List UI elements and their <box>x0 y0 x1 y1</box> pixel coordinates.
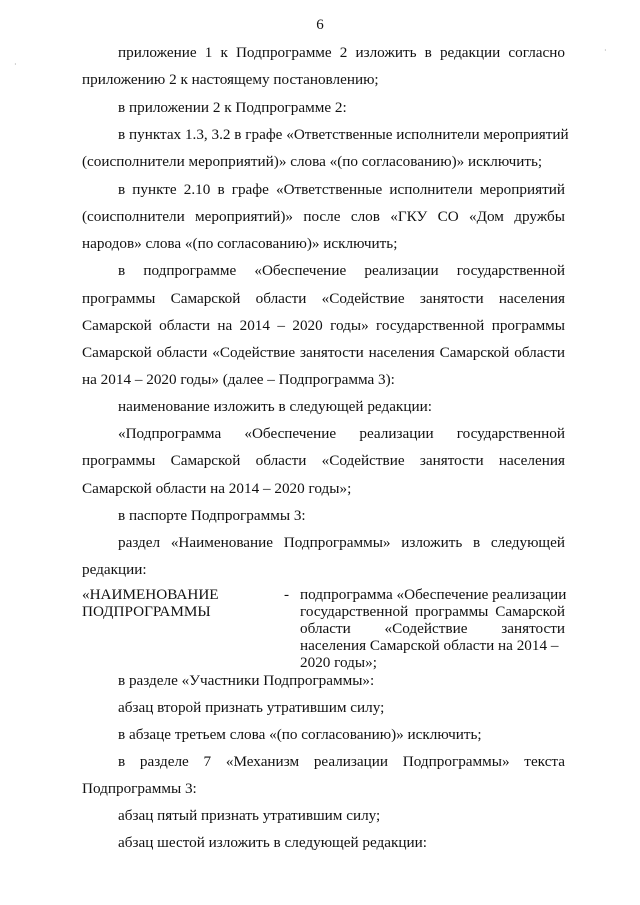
paragraph-3-line-2: (соисполнители мероприятий)» слова «(по согласованию)» исключить; <box>82 153 543 170</box>
table-dash: - <box>284 586 290 603</box>
paragraph-5-line-3: Самарской области на 2014 – 2020 годы» государственной программы <box>82 317 565 334</box>
paragraph-1-line-1: приложение 1 к Подпрограмме 2 изложить в редакции согласно <box>118 44 565 61</box>
scan-speck: · <box>604 46 607 55</box>
table-left-line-1: «НАИМЕНОВАНИЕ <box>82 586 219 603</box>
paragraph-7-line-2: программы Самарской области «Содействие занятости населения <box>82 452 565 469</box>
table-right-line-1: подпрограмма «Обеспечение реализации <box>300 586 567 603</box>
paragraph-7-line-3: Самарской области на 2014 – 2020 годы»; <box>82 480 352 497</box>
paragraph-12-line-1: в абзаце третьем слова «(по согласованию)» исключить; <box>118 726 482 743</box>
paragraph-15-line-1: абзац шестой изложить в следующей редакции: <box>118 834 427 851</box>
page-number: 6 <box>316 17 324 33</box>
table-right-line-3: области «Содействие занятости <box>300 620 565 637</box>
paragraph-9-line-2: редакции: <box>82 561 147 578</box>
scan-speck: · <box>14 60 17 69</box>
paragraph-5-line-2: программы Самарской области «Содействие занятости населения <box>82 290 565 307</box>
paragraph-9-line-1: раздел «Наименование Подпрограммы» изложить в следующей <box>118 534 565 551</box>
paragraph-7-line-1: «Подпрограмма «Обеспечение реализации государственной <box>118 425 565 442</box>
paragraph-13-line-2: Подпрограммы 3: <box>82 780 197 797</box>
paragraph-4-line-1: в пункте 2.10 в графе «Ответственные исполнители мероприятий <box>118 181 565 198</box>
paragraph-5-line-1: в подпрограмме «Обеспечение реализации государственной <box>118 262 565 279</box>
table-left-line-2: ПОДПРОГРАММЫ <box>82 603 211 620</box>
paragraph-3-line-1: в пунктах 1.3, 3.2 в графе «Ответственные исполнители мероприятий <box>118 126 569 143</box>
paragraph-2-line-1: в приложении 2 к Подпрограмме 2: <box>118 99 347 116</box>
paragraph-13-line-1: в разделе 7 «Механизм реализации Подпрограммы» текста <box>118 753 565 770</box>
paragraph-5-line-5: на 2014 – 2020 годы» (далее – Подпрограмма 3): <box>82 371 395 388</box>
paragraph-8-line-1: в паспорте Подпрограммы 3: <box>118 507 306 524</box>
paragraph-6-line-1: наименование изложить в следующей редакции: <box>118 398 432 415</box>
paragraph-4-line-2: (соисполнители мероприятий)» после слов «ГКУ СО «Дом дружбы <box>82 208 565 225</box>
paragraph-5-line-4: Самарской области «Содействие занятости населения Самарской области <box>82 344 565 361</box>
table-right-line-2: государственной программы Самарской <box>300 603 565 620</box>
paragraph-10-line-1: в разделе «Участники Подпрограммы»: <box>118 672 375 689</box>
paragraph-14-line-1: абзац пятый признать утратившим силу; <box>118 807 381 824</box>
table-right-line-5: 2020 годы»; <box>300 654 377 671</box>
table-right-line-4: населения Самарской области на 2014 – <box>300 637 559 654</box>
paragraph-4-line-3: народов» слова «(по согласованию)» исключить; <box>82 235 398 252</box>
paragraph-11-line-1: абзац второй признать утратившим силу; <box>118 699 385 716</box>
paragraph-1-line-2: приложению 2 к настоящему постановлению; <box>82 71 379 88</box>
